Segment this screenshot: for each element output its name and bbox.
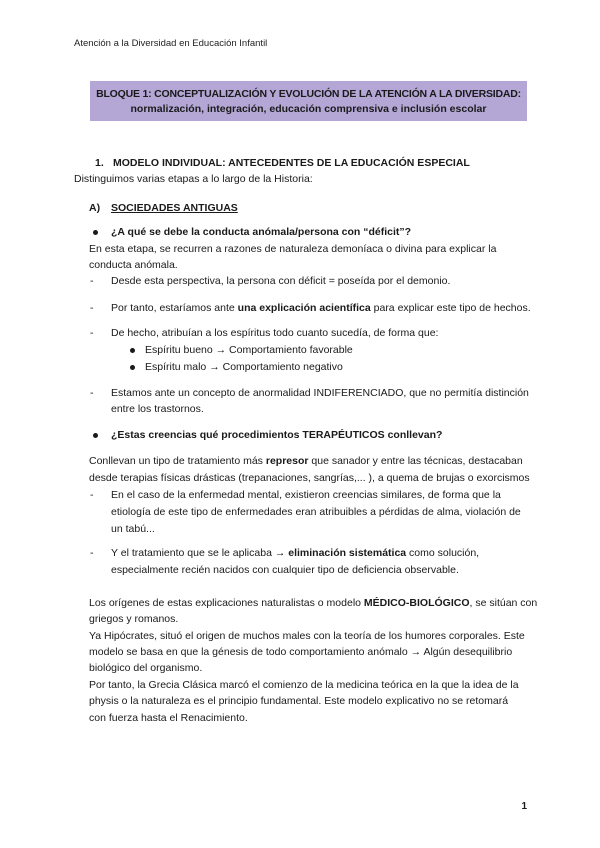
dash-item-4-line: entre los trastornos.	[111, 403, 204, 415]
bullet-icon	[130, 365, 135, 370]
page-header: Atención a la Diversidad en Educación Infantil	[74, 38, 268, 49]
dash-marker: -	[90, 489, 94, 501]
banner-title: BLOQUE 1: CONCEPTUALIZACIÓN Y EVOLUCIÓN DE LA ATENCIÓN A LA DIVERSIDAD:	[96, 88, 521, 100]
dash-marker: -	[90, 302, 94, 314]
dash-item-5-line: etiología de este tipo de enfermedades eran atribuibles a pérdidas de alma, violación de	[111, 506, 521, 518]
dash-item-5-line: un tabú...	[111, 523, 155, 535]
banner-subtitle: normalización, integración, educación comprensiva e inclusión escolar	[130, 103, 487, 115]
spirit-item: Espíritu bueno → Comportamiento favorable	[145, 344, 353, 356]
paragraph-line: desde terapias físicas drásticas (trepanaciones, sangrías,... ), a quema de brujas o exorcismos	[89, 472, 530, 484]
dash-item-6-line: especialmente recién nacidos con cualquier tipo de deficiencia observable.	[111, 564, 459, 576]
page-number: 1	[521, 801, 527, 812]
block-title-banner	[90, 81, 527, 121]
paragraph-line: physis o la naturaleza es el principio fundamental. Este modelo explicativo no se retomará	[89, 695, 509, 707]
dash-item-4-line: Estamos ante un concepto de anormalidad INDIFERENCIADO, que no permitía distinción	[111, 387, 529, 399]
paragraph-line: En esta etapa, se recurren a razones de naturaleza demoníaca o divina para explicar la	[89, 243, 497, 255]
paragraph-line: Conllevan un tipo de tratamiento más represor que sanador y entre las técnicas, destacaban	[89, 455, 523, 467]
paragraph-line: Los orígenes de estas explicaciones naturalistas o modelo MÉDICO-BIOLÓGICO, se sitúan con	[89, 597, 538, 609]
dash-marker: -	[90, 387, 94, 399]
subsection-title: SOCIEDADES ANTIGUAS	[111, 202, 238, 214]
paragraph-line: biológico del organismo.	[89, 662, 203, 674]
bullet-icon	[130, 348, 135, 353]
dash-item-5-line: En el caso de la enfermedad mental, existieron creencias similares, de forma que la	[111, 489, 501, 501]
spirit-item: Espíritu malo → Comportamiento negativo	[145, 361, 343, 373]
paragraph-line: conducta anómala.	[89, 259, 178, 271]
section-intro: Distinguimos varias etapas a lo largo de la Historia:	[74, 173, 313, 185]
dash-marker: -	[90, 547, 94, 559]
section-title: MODELO INDIVIDUAL: ANTECEDENTES DE LA EDUCACIÓN ESPECIAL	[113, 157, 470, 169]
dash-marker: -	[90, 275, 94, 287]
dash-item-2: Por tanto, estaríamos ante una explicación acientífica para explicar este tipo de hechos.	[111, 302, 531, 314]
question-1: ¿A qué se debe la conducta anómala/persona con “déficit”?	[111, 226, 412, 238]
subsection-letter: A)	[89, 202, 101, 214]
paragraph-line: Por tanto, la Grecia Clásica marcó el comienzo de la medicina teórica en la que la idea de la	[89, 679, 519, 691]
paragraph-line: Ya Hipócrates, situó el origen de muchos males con la teoría de los humores corporales. Este	[89, 630, 525, 642]
dash-item-1: Desde esta perspectiva, la persona con déficit = poseída por el demonio.	[111, 275, 451, 287]
paragraph-line: griegos y romanos.	[89, 613, 179, 625]
paragraph-line: con fuerza hasta el Renacimiento.	[89, 712, 248, 724]
bullet-icon	[93, 230, 98, 235]
dash-marker: -	[90, 327, 94, 339]
question-2: ¿Estas creencias qué procedimientos TERAPÉUTICOS conllevan?	[111, 429, 443, 441]
paragraph-line: modelo se basa en que la génesis de todo comportamiento anómalo → Algún desequilibrio	[89, 646, 513, 658]
dash-item-6-line: Y el tratamiento que se le aplicaba → eliminación sistemática como solución,	[111, 547, 480, 559]
bullet-icon	[93, 433, 98, 438]
section-number: 1.	[95, 157, 104, 169]
dash-item-3: De hecho, atribuían a los espíritus todo cuanto sucedía, de forma que:	[111, 327, 439, 339]
